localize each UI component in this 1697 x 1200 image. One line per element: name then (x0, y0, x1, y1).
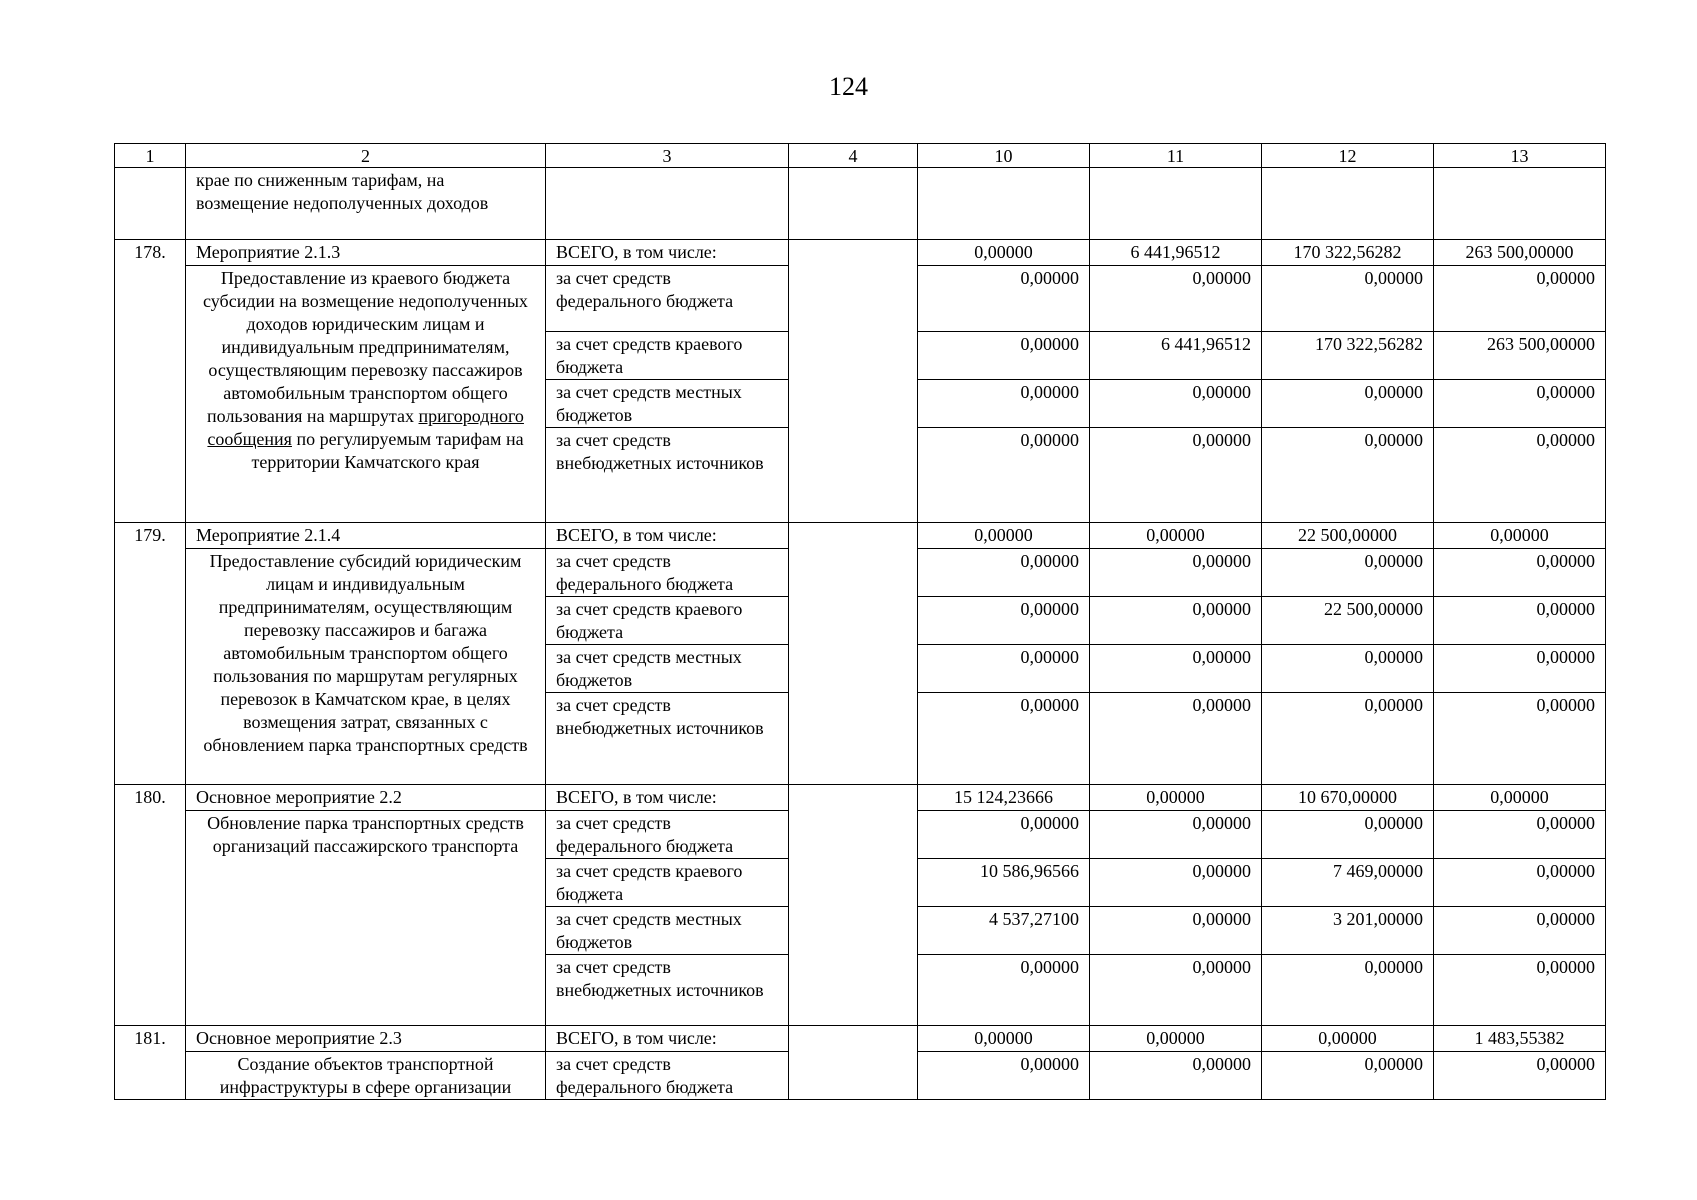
underlined-text: пригородного сообщения (207, 406, 524, 449)
page-number: 124 (829, 72, 868, 101)
event-total-row (115, 240, 1606, 266)
continuation-row (115, 168, 1606, 240)
header-row (115, 144, 1606, 168)
value-cell (1090, 168, 1262, 240)
funding-value: 0,00000 (918, 955, 1090, 1026)
funding-value: 22 500,00000 (1262, 597, 1434, 645)
funding-value: 0,00000 (918, 645, 1090, 693)
funding-value: 0,00000 (1262, 549, 1434, 597)
description-cell: крае по сниженным тарифам, на возмещение недополученных доходов (186, 168, 546, 240)
total-value: 0,00000 (1262, 1026, 1434, 1052)
value-cell (1434, 168, 1606, 240)
header-cell: 10 (918, 144, 1090, 168)
funding-value: 0,00000 (918, 428, 1090, 523)
total-value: 170 322,56282 (1262, 240, 1434, 266)
source-cell (546, 168, 789, 240)
total-label: ВСЕГО, в том числе: (546, 523, 789, 549)
funding-source-label: за счет средств краевого бюджета (546, 332, 789, 380)
funding-value: 0,00000 (918, 811, 1090, 859)
funding-value: 0,00000 (1262, 645, 1434, 693)
funding-value: 0,00000 (1434, 597, 1606, 645)
funding-value: 0,00000 (1090, 907, 1262, 955)
funding-value: 0,00000 (1262, 955, 1434, 1026)
funding-source-label: за счет средств федерального бюджета (546, 549, 789, 597)
header-cell: 1 (115, 144, 186, 168)
funding-value: 0,00000 (918, 1052, 1090, 1100)
event-description: Предоставление субсидий юридическим лицам и индивидуальным предпринимателям, осуществляющим перевозку пассажиров и багажа автомобильным транспортом общего пользования по маршрутам регулярных перевозок в Камчатском крае, в целях возмещения затрат, связанных с обновлением парка транспортных средств (186, 549, 546, 785)
funding-value: 0,00000 (1434, 955, 1606, 1026)
header-cell: 13 (1434, 144, 1606, 168)
description-text: по регулируемым тарифам на территории Камчатского края (251, 429, 524, 472)
funding-value: 0,00000 (918, 597, 1090, 645)
description-text: Предоставление из краевого бюджета субсидии на возмещение недополученных доходов юридическим лицам и индивидуальным предпринимателям, осуществляющим перевозку пассажиров автомобильным транспортом общего пользования на маршрутах (203, 268, 528, 426)
total-value: 0,00000 (918, 240, 1090, 266)
funding-value: 263 500,00000 (1434, 332, 1606, 380)
event-description: Обновление парка транспортных средств организаций пассажирского транспорта (186, 811, 546, 1026)
funding-value: 10 586,96566 (918, 859, 1090, 907)
funding-value: 0,00000 (1434, 549, 1606, 597)
funding-value: 0,00000 (1262, 811, 1434, 859)
funding-source-label: за счет средств внебюджетных источников (546, 428, 789, 523)
funding-value: 0,00000 (1434, 693, 1606, 785)
total-value: 0,00000 (1090, 785, 1262, 811)
funding-value: 0,00000 (1090, 811, 1262, 859)
funding-value: 0,00000 (1090, 1052, 1262, 1100)
funding-value: 0,00000 (1090, 597, 1262, 645)
total-value: 0,00000 (918, 1026, 1090, 1052)
funding-source-label: за счет средств федерального бюджета (546, 1052, 789, 1100)
funding-value: 0,00000 (1090, 428, 1262, 523)
funding-value: 0,00000 (1434, 380, 1606, 428)
funding-value: 0,00000 (1090, 380, 1262, 428)
funding-value: 0,00000 (1090, 955, 1262, 1026)
funding-value: 0,00000 (1262, 1052, 1434, 1100)
funding-value: 0,00000 (918, 549, 1090, 597)
event-total-row (115, 523, 1606, 549)
funding-source-label: за счет средств краевого бюджета (546, 859, 789, 907)
funding-value: 0,00000 (1090, 549, 1262, 597)
funding-source-label: за счет средств местных бюджетов (546, 380, 789, 428)
total-value: 0,00000 (918, 523, 1090, 549)
funding-value: 0,00000 (1090, 266, 1262, 332)
event-description: Создание объектов транспортной инфраструктуры в сфере организации (186, 1052, 546, 1100)
total-label: ВСЕГО, в том числе: (546, 785, 789, 811)
header-cell: 2 (186, 144, 546, 168)
header-cell: 12 (1262, 144, 1434, 168)
funding-value: 3 201,00000 (1262, 907, 1434, 955)
col4-cell (789, 785, 918, 1026)
total-value: 15 124,23666 (918, 785, 1090, 811)
event-total-row (115, 785, 1606, 811)
funding-value: 0,00000 (918, 693, 1090, 785)
funding-value: 0,00000 (1262, 266, 1434, 332)
event-description (186, 266, 546, 523)
funding-value: 0,00000 (1434, 266, 1606, 332)
event-number: 180. (115, 785, 186, 1026)
funding-value: 0,00000 (1262, 428, 1434, 523)
total-value: 0,00000 (1090, 1026, 1262, 1052)
total-value: 6 441,96512 (1090, 240, 1262, 266)
col4-cell (789, 168, 918, 240)
funding-value: 0,00000 (1090, 859, 1262, 907)
event-number: 178. (115, 240, 186, 523)
header-cell: 4 (789, 144, 918, 168)
funding-value: 4 537,27100 (918, 907, 1090, 955)
value-cell (1262, 168, 1434, 240)
total-value: 263 500,00000 (1434, 240, 1606, 266)
total-value: 0,00000 (1434, 523, 1606, 549)
number-cell (115, 168, 186, 240)
funding-source-label: за счет средств внебюджетных источников (546, 955, 789, 1026)
event-number: 179. (115, 523, 186, 785)
funding-value: 6 441,96512 (1090, 332, 1262, 380)
funding-source-label: за счет средств местных бюджетов (546, 907, 789, 955)
funding-value: 0,00000 (918, 332, 1090, 380)
col4-cell (789, 240, 918, 523)
event-title: Мероприятие 2.1.4 (186, 523, 546, 549)
funding-source-label: за счет средств местных бюджетов (546, 645, 789, 693)
total-value: 22 500,00000 (1262, 523, 1434, 549)
event-title: Основное мероприятие 2.2 (186, 785, 546, 811)
total-value: 10 670,00000 (1262, 785, 1434, 811)
funding-source-label: за счет средств федерального бюджета (546, 811, 789, 859)
value-cell (918, 168, 1090, 240)
total-label: ВСЕГО, в том числе: (546, 1026, 789, 1052)
total-label: ВСЕГО, в том числе: (546, 240, 789, 266)
header-cell: 3 (546, 144, 789, 168)
funding-value: 0,00000 (1434, 859, 1606, 907)
funding-value: 0,00000 (1434, 811, 1606, 859)
funding-source-label: за счет средств краевого бюджета (546, 597, 789, 645)
col4-cell (789, 523, 918, 785)
total-value: 1 483,55382 (1434, 1026, 1606, 1052)
total-value: 0,00000 (1090, 523, 1262, 549)
funding-value: 0,00000 (1262, 380, 1434, 428)
funding-source-label: за счет средств федерального бюджета (546, 266, 789, 332)
funding-value: 170 322,56282 (1262, 332, 1434, 380)
budget-table (114, 143, 1606, 1100)
funding-value: 0,00000 (1434, 1052, 1606, 1100)
funding-value: 0,00000 (918, 266, 1090, 332)
funding-value: 0,00000 (1262, 693, 1434, 785)
event-title: Основное мероприятие 2.3 (186, 1026, 546, 1052)
funding-value: 0,00000 (1434, 645, 1606, 693)
funding-value: 0,00000 (1434, 907, 1606, 955)
col4-cell (789, 1026, 918, 1100)
event-number: 181. (115, 1026, 186, 1100)
header-cell: 11 (1090, 144, 1262, 168)
funding-source-label: за счет средств внебюджетных источников (546, 693, 789, 785)
funding-value: 0,00000 (1090, 693, 1262, 785)
total-value: 0,00000 (1434, 785, 1606, 811)
funding-value: 0,00000 (918, 380, 1090, 428)
event-title: Мероприятие 2.1.3 (186, 240, 546, 266)
funding-value: 0,00000 (1434, 428, 1606, 523)
event-total-row (115, 1026, 1606, 1052)
funding-value: 0,00000 (1090, 645, 1262, 693)
funding-value: 7 469,00000 (1262, 859, 1434, 907)
